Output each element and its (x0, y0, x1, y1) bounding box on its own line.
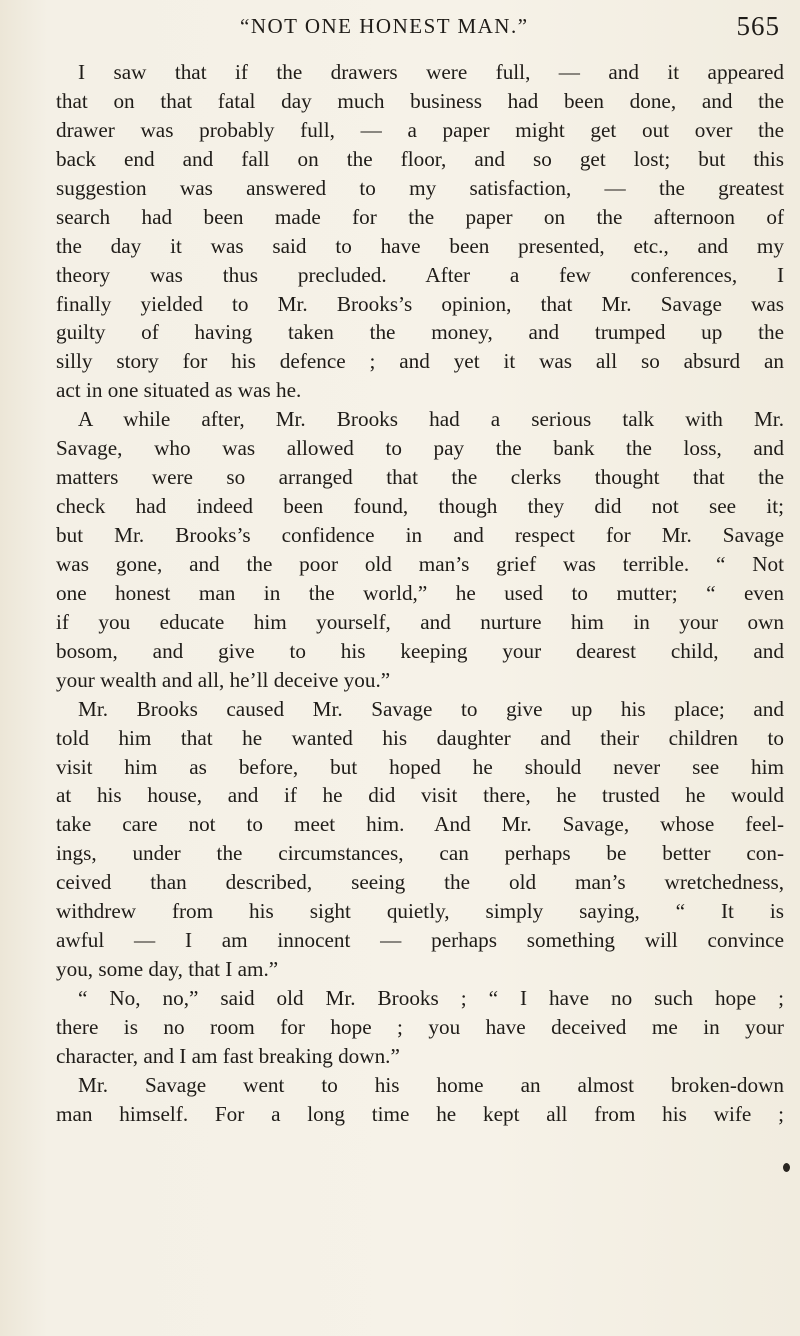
text-line: A while after, Mr. Brooks had a serious talk with Mr. (78, 407, 784, 432)
text-line: was gone, and the poor old man’s grief was terrible. “ Not (56, 551, 784, 576)
text-line: but Mr. Brooks’s confidence in and respect for Mr. Savage (56, 523, 784, 547)
text-line: the day it was said to have been presented, etc., and my (56, 233, 784, 258)
page-number: 565 (736, 11, 780, 41)
text-line: you, some day, that I am.” (56, 957, 279, 982)
running-head: “NOT ONE HONEST MAN.” (240, 14, 529, 38)
text-line: at his house, and if he did visit there, he trusted he would (56, 783, 784, 808)
text-line: told him that he wanted his daughter and their children to (56, 725, 784, 750)
text-line: drawer was probably full, — a paper might get out over the (56, 117, 784, 142)
text-line: man himself. For a long time he kept all from his wife ; (56, 1101, 784, 1126)
body-text (56, 58, 784, 1129)
text-line: matters were so arranged that the clerks thought that the (56, 465, 784, 490)
text-line: withdrew from his sight quietly, simply saying, “ It is (56, 899, 784, 924)
text-line: take care not to meet him. And Mr. Savage, whose feel- (56, 812, 784, 837)
ink-spot (783, 1163, 790, 1172)
text-line: Mr. Savage went to his home an almost broken-down (78, 1072, 784, 1097)
text-line: visit him as before, but hoped he should never see him (56, 754, 784, 779)
text-line: your wealth and all, he’ll deceive you.” (56, 667, 391, 692)
text-line: silly story for his defence ; and yet it was all so absurd an (56, 349, 784, 374)
text-line: finally yielded to Mr. Brooks’s opinion, that Mr. Savage was (56, 291, 784, 316)
text-line: ceived than described, seeing the old man’s wretchedness, (56, 870, 784, 895)
text-line: character, and I am fast breaking down.” (56, 1043, 400, 1068)
text-line: guilty of having taken the money, and trumped up the (56, 320, 784, 345)
text-line: I saw that if the drawers were full, — and it appeared (78, 60, 784, 84)
text-line: bosom, and give to his keeping your dearest child, and (56, 638, 784, 663)
text-line: one honest man in the world,” he used to mutter; “ even (56, 580, 784, 605)
text-line: Mr. Brooks caused Mr. Savage to give up his place; and (78, 696, 784, 721)
page-header (240, 11, 780, 46)
text-line: there is no room for hope ; you have deceived me in your (56, 1014, 784, 1039)
text-line: theory was thus precluded. After a few conferences, I (56, 262, 784, 287)
text-line: ings, under the circumstances, can perhaps be better con- (56, 841, 784, 866)
text-line: search had been made for the paper on the afternoon of (56, 204, 784, 229)
text-line: Savage, who was allowed to pay the bank the loss, and (56, 436, 784, 461)
text-line: that on that fatal day much business had been done, and the (56, 88, 784, 113)
text-line: awful — I am innocent — perhaps something will convince (56, 928, 784, 953)
text-line: act in one situated as was he. (56, 378, 302, 403)
text-line: check had indeed been found, though they did not see it; (56, 494, 784, 519)
text-line: “ No, no,” said old Mr. Brooks ; “ I have no such hope ; (78, 986, 784, 1010)
text-line: suggestion was answered to my satisfaction, — the greatest (56, 175, 784, 200)
text-line: if you educate him yourself, and nurture him in your own (56, 609, 784, 634)
text-line: back end and fall on the floor, and so get lost; but this (56, 146, 784, 171)
